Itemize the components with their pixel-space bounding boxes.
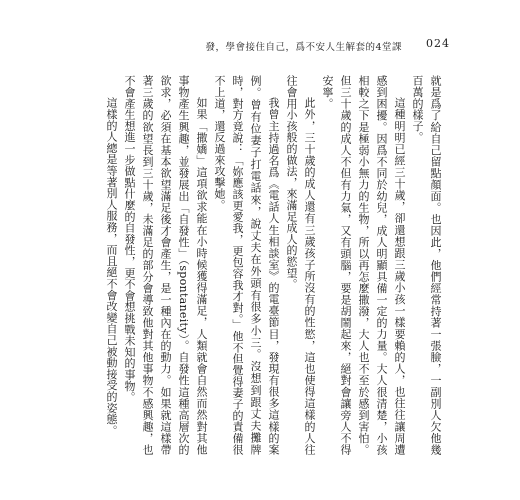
running-header: 發，學會接住自己，爲不安人生解套的4堂課 (205, 42, 402, 53)
paragraph: 如果「撒嬌」這項欲求能在小時候獲得滿足，人類就會自然而然對其他事物產生興趣，並發展出「自發性」（spontaneity）。自發性這種高層次的欲求，必須在基本欲望滿足後才會產生，是一種內在的動力。如果就這樣帶著三歲的欲望長到三十歲，未滿足的部分會導致他對其他事物不感興趣，也不會產生想進一步做點什麼的自發性，更不會想挑戰未知的事物。 (123, 75, 208, 455)
paragraph: 這樣的人總是等著別人服務，而且絕不會改變自己被動接受的姿態。 (105, 97, 118, 436)
paragraph: 此外，三十歲的成人還有三歲孩子所沒有的性慾，這也使得這樣的人往往會用小孩般的做法，來滿足成人的慾望。 (285, 75, 316, 455)
paragraph: 就是爲了給自己留點顏面。也因此，他們經常持著一張臉，一副別人欠他幾百萬的樣子。 (411, 75, 442, 455)
paragraph: 這種明明已經三十歲，卻還想跟三歲小孩一樣要賴的人，也往往讓周遭感到困擾。因爲不同於幼兒，成人明顯具備一定的力量。大人很清楚，小孩相較之下是極弱小無力的生物，所以再怎麼撒潑，大人也不至於感到害怕。但三十歲的成人不但有力氣，又有頭腦，要是胡鬧起來，絕對會讓旁人不得安寧。 (321, 75, 406, 455)
body-text (90, 75, 450, 455)
page-number: 024 (426, 37, 450, 50)
paragraph: 我曾主持過名爲《電話人生相談室》的電臺節目，發現有很多這樣的案例。曾有位妻子打電話來，說丈夫在外頭有很多小三。沒想到跟丈夫攤牌時，對方竟說：「妳應該更愛我，更包容我才對。」他不但覺得妻子的責備很不上道，還反過來攻擊她。 (213, 75, 280, 455)
